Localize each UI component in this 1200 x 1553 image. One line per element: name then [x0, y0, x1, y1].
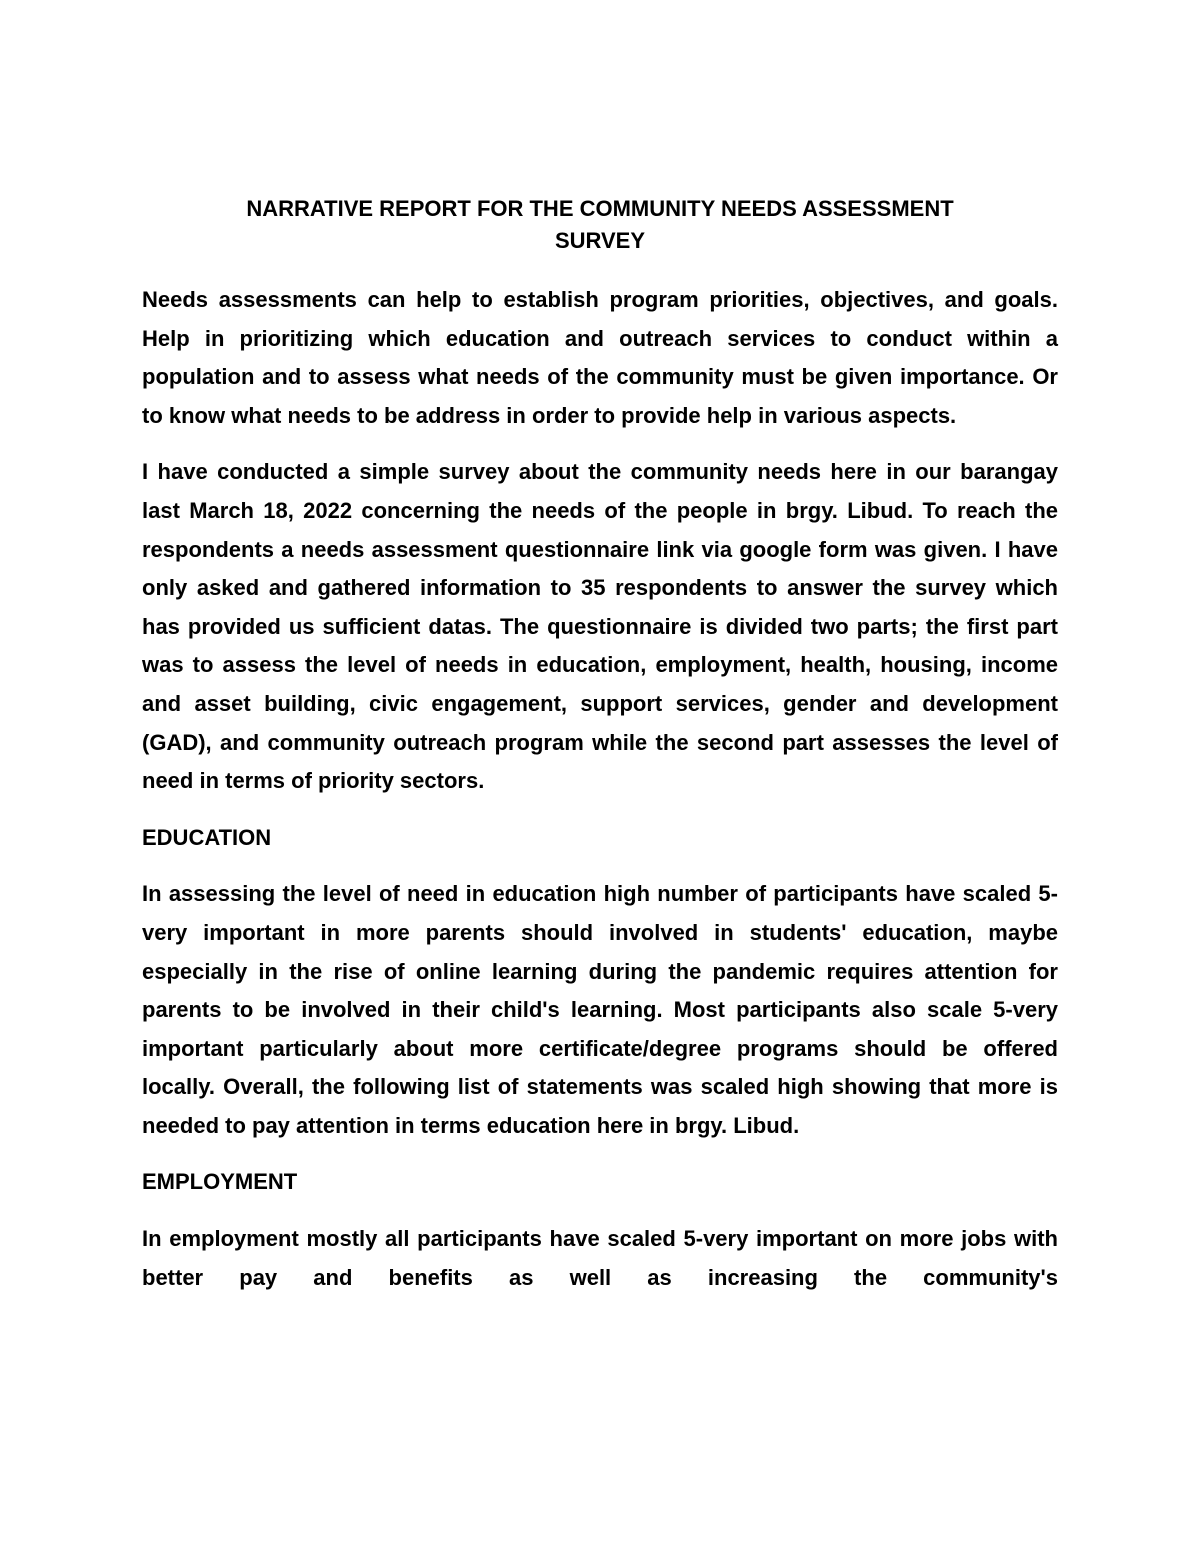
- section-body-education: In assessing the level of need in education high number of participants have scaled 5-very important in more parents should involved in students' education, maybe especially in the rise of online learning during the pandemic requires attention for parents to be involved in their child's learning. Most participants also scale 5-very important particularly about more certificate/degree programs should be offered locally. Overall, the following list of statements was scaled high showing that more is needed to pay attention in terms education here in brgy. Libud.: [142, 881, 1058, 1138]
- document-title: [142, 193, 1058, 257]
- document-title-line-1: NARRATIVE REPORT FOR THE COMMUNITY NEEDS ASSESSMENT: [246, 196, 954, 221]
- section-body-employment: In employment mostly all participants have scaled 5-very important on more jobs with better pay and benefits as well as increasing the community's: [142, 1226, 1058, 1290]
- intro-paragraph: Needs assessments can help to establish program priorities, objectives, and goals. Help in prioritizing which education and outreach services to conduct within a population and to assess what needs of the community must be given importance. Or to know what needs to be address in order to provide help in various aspects.: [142, 287, 1058, 428]
- section-heading-employment: EMPLOYMENT: [142, 1169, 298, 1195]
- document-title-line-2: SURVEY: [554, 228, 646, 253]
- section-heading-education: EDUCATION: [142, 824, 272, 850]
- document-page: [142, 193, 1058, 1315]
- survey-paragraph: I have conducted a simple survey about the community needs here in our barangay last March 18, 2022 concerning the needs of the people in brgy. Libud. To reach the respondents a needs assessment questionnaire link via google form was given. I have only asked and gathered information to 35 respondents to answer the survey which has provided us sufficient datas. The questionnaire is divided two parts; the first part was to assess the level of needs in education, employment, health, housing, income and asset building, civic engagement, support services, gender and development (GAD), and community outreach program while the second part assesses the level of need in terms of priority sectors.: [142, 459, 1058, 794]
